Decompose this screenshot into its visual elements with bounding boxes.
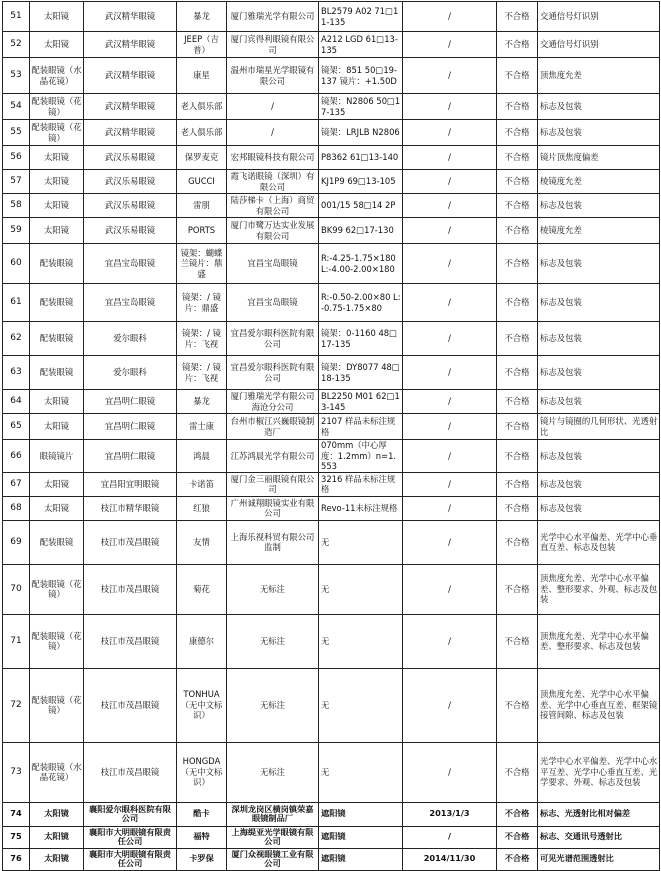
test-result-cell: 不合格 (497, 390, 538, 414)
failed-items-cell: 标志及包装 (538, 496, 660, 520)
product-category-cell: 太阳镜 (30, 496, 84, 520)
manufacturer-cell: 厦门市鹭万达实业发展有限公司 (227, 218, 319, 244)
row-number-cell: 75 (3, 826, 30, 848)
row-number-cell: 64 (3, 390, 30, 414)
table-row (3, 2, 660, 32)
model-spec-cell: Revo-11未标注规格 (319, 496, 403, 520)
brand-name-cell: 康德尔 (177, 614, 227, 668)
brand-name-cell: 镜架：/ 镜片：鼎盛 (177, 284, 227, 322)
production-date-cell: / (403, 520, 497, 564)
product-category-cell: 配装眼镜（花镜） (30, 668, 84, 742)
product-category-cell: 配装眼镜 (30, 356, 84, 390)
model-spec-cell: BL2250 M01 62□13-145 (319, 390, 403, 414)
production-date-cell: / (403, 390, 497, 414)
production-date-cell: / (403, 218, 497, 244)
table-body (3, 2, 660, 871)
brand-name-cell: 康星 (177, 58, 227, 94)
table-row (3, 94, 660, 120)
table-row (3, 218, 660, 244)
store-name-cell: 宜昌明仁眼镜 (84, 414, 177, 440)
brand-name-cell: JEEP（吉普） (177, 32, 227, 58)
row-number-cell: 61 (3, 284, 30, 322)
product-category-cell: 太阳镜 (30, 218, 84, 244)
test-result-cell: 不合格 (497, 170, 538, 194)
failed-items-cell: 光学中心水平偏差、光学中心垂直互差、标志及包装 (538, 520, 660, 564)
row-number-cell: 71 (3, 614, 30, 668)
row-number-cell: 55 (3, 120, 30, 146)
failed-items-cell: 镜片顶焦度偏差 (538, 146, 660, 170)
manufacturer-cell: 无标注 (227, 614, 319, 668)
failed-items-cell: 棱镜度允差 (538, 170, 660, 194)
store-name-cell: 宜昌阳宜明眼镜 (84, 472, 177, 496)
product-category-cell: 太阳镜 (30, 826, 84, 848)
test-result-cell: 不合格 (497, 244, 538, 284)
store-name-cell: 爱尔眼科 (84, 322, 177, 356)
brand-name-cell: 卡罗保 (177, 848, 227, 870)
model-spec-cell: BK99 62□17-130 (319, 218, 403, 244)
failed-items-cell: 标志、交通讯号透射比 (538, 826, 660, 848)
table-row (3, 826, 660, 848)
store-name-cell: 武汉精华眼镜 (84, 58, 177, 94)
production-date-cell: / (403, 194, 497, 218)
product-category-cell: 配装眼镜 (30, 322, 84, 356)
table-row (3, 284, 660, 322)
table-row (3, 614, 660, 668)
product-category-cell: 眼镜镜片 (30, 440, 84, 473)
manufacturer-cell: 宜昌爱尔眼科医院有限公司 (227, 356, 319, 390)
test-result-cell: 不合格 (497, 520, 538, 564)
model-spec-cell: 镜架：851 50□19-137 镜片：+1.50D (319, 58, 403, 94)
failed-items-cell: 标志及包装 (538, 194, 660, 218)
brand-name-cell: 雷士康 (177, 414, 227, 440)
table-row (3, 496, 660, 520)
model-spec-cell: A212 LGD 61□13-135 (319, 32, 403, 58)
manufacturer-cell: 无标注 (227, 668, 319, 742)
test-result-cell: 不合格 (497, 414, 538, 440)
manufacturer-cell: 广州诚翔眼镜实业有限公司 (227, 496, 319, 520)
brand-name-cell: 暴龙 (177, 390, 227, 414)
table-row (3, 146, 660, 170)
product-category-cell: 太阳镜 (30, 32, 84, 58)
model-spec-cell: 遮阳镜 (319, 802, 403, 826)
table-row (3, 742, 660, 802)
product-category-cell: 太阳镜 (30, 414, 84, 440)
unqualified-products-table (2, 1, 660, 871)
manufacturer-cell: 宜昌爱尔眼科医院有限公司 (227, 322, 319, 356)
product-category-cell: 配装眼镜（花镜） (30, 94, 84, 120)
brand-name-cell: GUCCI (177, 170, 227, 194)
model-spec-cell: 无 (319, 742, 403, 802)
failed-items-cell: 交通信号灯识别 (538, 32, 660, 58)
manufacturer-cell: 宏邦眼镜科技有限公司 (227, 146, 319, 170)
production-date-cell: / (403, 58, 497, 94)
production-date-cell: / (403, 356, 497, 390)
table-row (3, 440, 660, 473)
product-category-cell: 太阳镜 (30, 390, 84, 414)
test-result-cell: 不合格 (497, 848, 538, 870)
row-number-cell: 76 (3, 848, 30, 870)
store-name-cell: 武汉乐易眼镜 (84, 218, 177, 244)
manufacturer-cell: 无标注 (227, 742, 319, 802)
table-row (3, 472, 660, 496)
store-name-cell: 武汉精华眼镜 (84, 2, 177, 32)
brand-name-cell: 老人俱乐部 (177, 120, 227, 146)
failed-items-cell: 标志及包装 (538, 120, 660, 146)
table-row (3, 170, 660, 194)
failed-items-cell: 标志及包装 (538, 94, 660, 120)
test-result-cell: 不合格 (497, 2, 538, 32)
table-row (3, 802, 660, 826)
brand-name-cell: 鸿晨 (177, 440, 227, 473)
model-spec-cell: 镜架：0-1160 48□17-135 (319, 322, 403, 356)
manufacturer-cell: 宜昌宝岛眼镜 (227, 244, 319, 284)
production-date-cell: / (403, 614, 497, 668)
failed-items-cell: 标志及包装 (538, 284, 660, 322)
store-name-cell: 枝江市茂昌眼镜 (84, 614, 177, 668)
product-category-cell: 太阳镜 (30, 194, 84, 218)
product-category-cell: 配装眼镜（水晶花镜） (30, 58, 84, 94)
manufacturer-cell: 陆莎梯卡（上海）商贸有限公司 (227, 194, 319, 218)
production-date-cell: / (403, 120, 497, 146)
row-number-cell: 73 (3, 742, 30, 802)
test-result-cell: 不合格 (497, 440, 538, 473)
brand-name-cell: 镜架：/ 镜片：飞视 (177, 356, 227, 390)
manufacturer-cell: 温州市瑞星光学眼镜有限公司 (227, 58, 319, 94)
manufacturer-cell: 深圳龙岗区横岗镇荣嘉眼镜制品厂 (227, 802, 319, 826)
brand-name-cell: HONGDA（无中文标识） (177, 742, 227, 802)
table-row (3, 414, 660, 440)
manufacturer-cell: 厦门雅瑞光学有限公司 (227, 2, 319, 32)
model-spec-cell: R:-4.25-1.75×180 L:-4.00-2.00×180 (319, 244, 403, 284)
table-row (3, 58, 660, 94)
store-name-cell: 枝江市茂昌眼镜 (84, 668, 177, 742)
row-number-cell: 70 (3, 564, 30, 614)
brand-name-cell: 雷朋 (177, 194, 227, 218)
row-number-cell: 68 (3, 496, 30, 520)
table-row (3, 194, 660, 218)
production-date-cell: / (403, 2, 497, 32)
manufacturer-cell: 台州市椒江兴巍眼镜制造厂 (227, 414, 319, 440)
row-number-cell: 51 (3, 2, 30, 32)
brand-name-cell: 卡诺笛 (177, 472, 227, 496)
test-result-cell: 不合格 (497, 146, 538, 170)
failed-items-cell: 标志及包装 (538, 472, 660, 496)
table-row (3, 668, 660, 742)
manufacturer-cell: 上海乐视科贸有限公司监制 (227, 520, 319, 564)
test-result-cell: 不合格 (497, 58, 538, 94)
model-spec-cell: 001/15 58□14 2P (319, 194, 403, 218)
production-date-cell: / (403, 472, 497, 496)
row-number-cell: 62 (3, 322, 30, 356)
store-name-cell: 枝江市茂昌眼镜 (84, 564, 177, 614)
brand-name-cell: 酷卡 (177, 802, 227, 826)
model-spec-cell: 2107 样品未标注规格 (319, 414, 403, 440)
test-result-cell: 不合格 (497, 826, 538, 848)
production-date-cell: / (403, 414, 497, 440)
row-number-cell: 63 (3, 356, 30, 390)
production-date-cell: 2013/1/3 (403, 802, 497, 826)
production-date-cell: / (403, 146, 497, 170)
failed-items-cell: 顶焦度允差、光学中心水平偏差、整形要求、外观、标志及包装 (538, 564, 660, 614)
product-category-cell: 配装眼镜（花镜） (30, 564, 84, 614)
manufacturer-cell: 上海缇亚光学眼镜有限公司 (227, 826, 319, 848)
table-row (3, 32, 660, 58)
table-row (3, 356, 660, 390)
store-name-cell: 爱尔眼科 (84, 356, 177, 390)
brand-name-cell: 暴龙 (177, 2, 227, 32)
row-number-cell: 67 (3, 472, 30, 496)
manufacturer-cell: 无标注 (227, 564, 319, 614)
manufacturer-cell: 宜昌宝岛眼镜 (227, 284, 319, 322)
row-number-cell: 54 (3, 94, 30, 120)
store-name-cell: 枝江市精华眼镜 (84, 496, 177, 520)
model-spec-cell: P8362 61□13-140 (319, 146, 403, 170)
model-spec-cell: 镜架：DY8077 48□18-135 (319, 356, 403, 390)
failed-items-cell: 顶焦度允差、光学中心水平偏差、光学中心垂直互差、框架镜接管间隙、标志及包装 (538, 668, 660, 742)
production-date-cell: / (403, 668, 497, 742)
manufacturer-cell: 厦门众视眼镜工业有限公司 (227, 848, 319, 870)
row-number-cell: 58 (3, 194, 30, 218)
store-name-cell: 襄阳爱尔眼科医院有限公司 (84, 802, 177, 826)
product-category-cell: 配装眼镜（花镜） (30, 120, 84, 146)
manufacturer-cell: 厦门宾得利眼镜有限公司 (227, 32, 319, 58)
test-result-cell: 不合格 (497, 496, 538, 520)
brand-name-cell: 镜架：/ 镜片：飞视 (177, 322, 227, 356)
test-result-cell: 不合格 (497, 668, 538, 742)
failed-items-cell: 标志及包装 (538, 244, 660, 284)
brand-name-cell: 福特 (177, 826, 227, 848)
test-result-cell: 不合格 (497, 472, 538, 496)
product-category-cell: 太阳镜 (30, 472, 84, 496)
failed-items-cell: 标志及包装 (538, 322, 660, 356)
failed-items-cell: 交通信号灯识别 (538, 2, 660, 32)
production-date-cell: / (403, 496, 497, 520)
failed-items-cell: 标志、光透射比相对偏差 (538, 802, 660, 826)
test-result-cell: 不合格 (497, 32, 538, 58)
row-number-cell: 66 (3, 440, 30, 473)
test-result-cell: 不合格 (497, 802, 538, 826)
brand-name-cell: 保罗麦克 (177, 146, 227, 170)
failed-items-cell: 镜片与镜圈的几何形状、光透射比 (538, 414, 660, 440)
row-number-cell: 56 (3, 146, 30, 170)
store-name-cell: 宜昌明仁眼镜 (84, 390, 177, 414)
store-name-cell: 宜昌宝岛眼镜 (84, 244, 177, 284)
failed-items-cell: 顶焦度允差、光学中心水平偏差、整形要求、标志及包装 (538, 614, 660, 668)
test-result-cell: 不合格 (497, 194, 538, 218)
brand-name-cell: 友情 (177, 520, 227, 564)
manufacturer-cell: 江苏鸿晨光学有限公司 (227, 440, 319, 473)
product-category-cell: 太阳镜 (30, 2, 84, 32)
failed-items-cell: 棱镜度允差 (538, 218, 660, 244)
row-number-cell: 59 (3, 218, 30, 244)
test-result-cell: 不合格 (497, 120, 538, 146)
test-result-cell: 不合格 (497, 564, 538, 614)
table-row (3, 244, 660, 284)
brand-name-cell: PORTS (177, 218, 227, 244)
model-spec-cell: 无 (319, 614, 403, 668)
store-name-cell: 武汉精华眼镜 (84, 94, 177, 120)
test-result-cell: 不合格 (497, 94, 538, 120)
production-date-cell: / (403, 742, 497, 802)
row-number-cell: 52 (3, 32, 30, 58)
model-spec-cell: 镜架：LRJLB N2806 (319, 120, 403, 146)
store-name-cell: 枝江市茂昌眼镜 (84, 520, 177, 564)
row-number-cell: 65 (3, 414, 30, 440)
brand-name-cell: TONHUA（无中文标识） (177, 668, 227, 742)
model-spec-cell: 无 (319, 564, 403, 614)
product-category-cell: 配装眼镜 (30, 244, 84, 284)
product-category-cell: 太阳镜 (30, 146, 84, 170)
model-spec-cell: 镜架：N2806 50□17-135 (319, 94, 403, 120)
model-spec-cell: 070mm（中心厚度：1.2mm）n=1.553 (319, 440, 403, 473)
store-name-cell: 宜昌宝岛眼镜 (84, 284, 177, 322)
model-spec-cell: 无 (319, 520, 403, 564)
test-result-cell: 不合格 (497, 218, 538, 244)
product-category-cell: 太阳镜 (30, 802, 84, 826)
row-number-cell: 60 (3, 244, 30, 284)
product-category-cell: 太阳镜 (30, 848, 84, 870)
table-row (3, 322, 660, 356)
store-name-cell: 枝江市茂昌眼镜 (84, 742, 177, 802)
manufacturer-cell: 厦门雅瑞光学有限公司海沧分公司 (227, 390, 319, 414)
failed-items-cell: 标志及包装 (538, 356, 660, 390)
row-number-cell: 57 (3, 170, 30, 194)
table-row (3, 564, 660, 614)
test-result-cell: 不合格 (497, 742, 538, 802)
production-date-cell: 2014/11/30 (403, 848, 497, 870)
table-row (3, 390, 660, 414)
failed-items-cell: 可见光谱范围透射比 (538, 848, 660, 870)
store-name-cell: 武汉乐易眼镜 (84, 194, 177, 218)
production-date-cell: / (403, 440, 497, 473)
failed-items-cell: 标志及包装 (538, 390, 660, 414)
production-date-cell: / (403, 564, 497, 614)
store-name-cell: 武汉乐易眼镜 (84, 146, 177, 170)
test-result-cell: 不合格 (497, 356, 538, 390)
row-number-cell: 74 (3, 802, 30, 826)
brand-name-cell: 红狼 (177, 496, 227, 520)
production-date-cell: / (403, 826, 497, 848)
production-date-cell: / (403, 32, 497, 58)
production-date-cell: / (403, 322, 497, 356)
failed-items-cell: 光学中心水平偏差、光学中心水平互差、光学中心垂直互差、光学要求、外观、标志及包装 (538, 742, 660, 802)
product-category-cell: 配装眼镜（水晶花镜） (30, 742, 84, 802)
brand-name-cell: 镜架：蝴蝶兰镜片：鼎盛 (177, 244, 227, 284)
production-date-cell: / (403, 170, 497, 194)
store-name-cell: 襄阳市大明眼镜有限责任公司 (84, 826, 177, 848)
model-spec-cell: 遮阳镜 (319, 848, 403, 870)
production-date-cell: / (403, 94, 497, 120)
product-category-cell: 配装眼镜 (30, 284, 84, 322)
failed-items-cell: 标志及包装 (538, 440, 660, 473)
production-date-cell: / (403, 284, 497, 322)
store-name-cell: 武汉精华眼镜 (84, 32, 177, 58)
product-category-cell: 配装眼镜 (30, 520, 84, 564)
manufacturer-cell: / (227, 120, 319, 146)
model-spec-cell: BL2579 A02 71□11-135 (319, 2, 403, 32)
table-row (3, 848, 660, 870)
store-name-cell: 宜昌明仁眼镜 (84, 440, 177, 473)
table-row (3, 120, 660, 146)
product-category-cell: 配装眼镜（花镜） (30, 614, 84, 668)
table-row (3, 520, 660, 564)
model-spec-cell: KJ1P9 69□13-105 (319, 170, 403, 194)
brand-name-cell: 菊花 (177, 564, 227, 614)
failed-items-cell: 顶焦度允差 (538, 58, 660, 94)
test-result-cell: 不合格 (497, 284, 538, 322)
store-name-cell: 武汉精华眼镜 (84, 120, 177, 146)
row-number-cell: 72 (3, 668, 30, 742)
test-result-cell: 不合格 (497, 614, 538, 668)
row-number-cell: 69 (3, 520, 30, 564)
store-name-cell: 襄阳市大明眼镜有限责任公司 (84, 848, 177, 870)
manufacturer-cell: 厦门金三丽眼镜有限公司 (227, 472, 319, 496)
row-number-cell: 53 (3, 58, 30, 94)
model-spec-cell: 遮阳镜 (319, 826, 403, 848)
brand-name-cell: 老人俱乐部 (177, 94, 227, 120)
manufacturer-cell: 霞飞诺眼镜（深圳）有限公司 (227, 170, 319, 194)
test-result-cell: 不合格 (497, 322, 538, 356)
production-date-cell: / (403, 244, 497, 284)
model-spec-cell: R:-0.50-2.00×80 L:-0.75-1.75×80 (319, 284, 403, 322)
product-category-cell: 太阳镜 (30, 170, 84, 194)
model-spec-cell: 3216 样品未标注规格 (319, 472, 403, 496)
model-spec-cell: 无 (319, 668, 403, 742)
manufacturer-cell: / (227, 94, 319, 120)
store-name-cell: 武汉乐易眼镜 (84, 170, 177, 194)
